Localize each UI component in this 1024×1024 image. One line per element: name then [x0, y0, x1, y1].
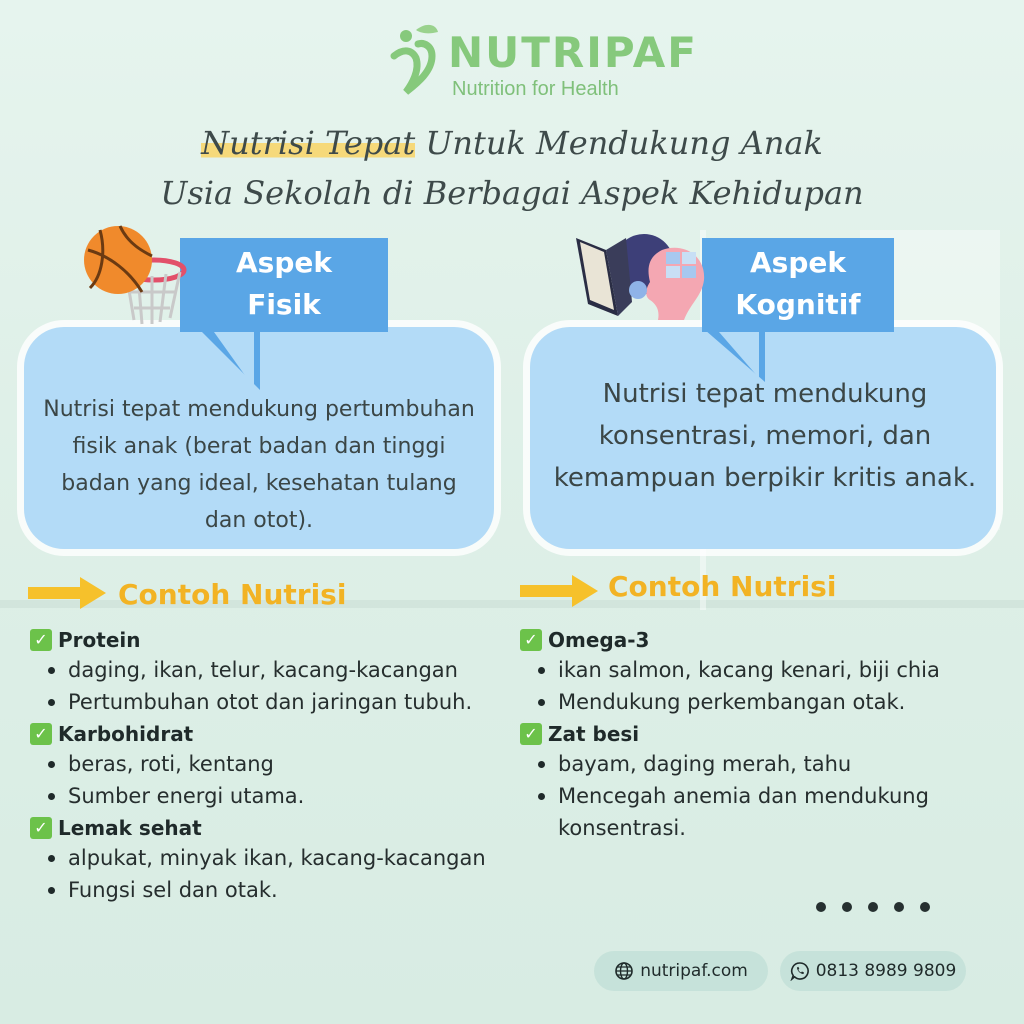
cognitive-pointer-inner	[719, 332, 759, 378]
globe-icon	[614, 961, 634, 981]
checkmark-icon: ✓	[30, 817, 52, 839]
list-item: Pertumbuhan otot dan jaringan tubuh.	[48, 686, 510, 718]
nutrient-heading	[520, 720, 1010, 748]
page-title	[0, 118, 1024, 218]
arrow-right-icon	[520, 573, 600, 609]
checkmark-icon: ✓	[520, 629, 542, 651]
nutrient-name: Omega-3	[548, 628, 650, 652]
title-line1: Untuk Mendukung Anak	[415, 124, 823, 162]
cognitive-aspect-label	[702, 238, 894, 332]
website-link[interactable]	[594, 951, 768, 991]
physical-nutrient-list	[30, 624, 510, 906]
aspect-label-line2: Fisik	[247, 288, 321, 321]
aspect-label-line1: Aspek	[236, 246, 332, 279]
brand-tagline: Nutrition for Health	[452, 78, 619, 100]
brand-name: NUTRIPAF	[448, 28, 698, 77]
nutrient-name: Karbohidrat	[58, 722, 194, 746]
checkmark-icon: ✓	[520, 723, 542, 745]
basketball-icon	[80, 222, 192, 334]
physical-nutrition-heading: Contoh Nutrisi	[118, 578, 347, 611]
nutrient-heading	[30, 720, 510, 748]
list-item: alpukat, minyak ikan, kacang-kacangan	[48, 842, 510, 874]
nutrient-name: Zat besi	[548, 722, 640, 746]
whatsapp-link[interactable]	[780, 951, 966, 991]
list-item: beras, roti, kentang	[48, 748, 510, 780]
aspect-label-line2: Kognitif	[735, 288, 861, 321]
nutrient-heading	[520, 626, 1010, 654]
checkmark-icon: ✓	[30, 723, 52, 745]
phone-text: 0813 8989 9809	[815, 961, 957, 981]
physical-aspect-label	[180, 238, 388, 332]
dot	[842, 902, 852, 912]
dot	[868, 902, 878, 912]
leaf-person-icon	[386, 22, 450, 98]
cognitive-nutrition-heading: Contoh Nutrisi	[608, 570, 837, 603]
brain-book-icon	[566, 230, 716, 326]
list-item: Fungsi sel dan otak.	[48, 874, 510, 906]
cognitive-description: Nutrisi tepat mendukung konsentrasi, memori, dan kemampuan berpikir kritis anak.	[553, 379, 977, 493]
checkmark-icon: ✓	[30, 629, 52, 651]
list-item: ikan salmon, kacang kenari, biji chia	[538, 654, 1010, 686]
list-item: daging, ikan, telur, kacang-kacangan	[48, 654, 510, 686]
dot	[816, 902, 826, 912]
list-item: Mendukung perkembangan otak.	[538, 686, 1010, 718]
list-item: bayam, daging merah, tahu	[538, 748, 1010, 780]
brand-logo	[386, 22, 698, 102]
pagination-dots	[816, 902, 930, 912]
title-line2: Usia Sekolah di Berbagai Aspek Kehidupan	[160, 174, 864, 212]
nutrient-heading	[30, 814, 510, 842]
nutrient-heading	[30, 626, 510, 654]
physical-description: Nutrisi tepat mendukung pertumbuhan fisik anak (berat badan dan tinggi badan yang ideal, kesehatan tulang dan otot).	[43, 397, 475, 533]
cognitive-nutrient-list	[520, 624, 1010, 844]
list-item: Sumber energi utama.	[48, 780, 510, 812]
aspect-label-line1: Aspek	[750, 246, 846, 279]
dot	[920, 902, 930, 912]
nutrient-name: Protein	[58, 628, 141, 652]
whatsapp-icon	[790, 961, 810, 981]
title-highlight: Nutrisi Tepat	[201, 124, 416, 162]
physical-pointer-inner	[214, 332, 254, 388]
nutrient-name: Lemak sehat	[58, 816, 202, 840]
website-text: nutripaf.com	[640, 961, 748, 981]
dot	[894, 902, 904, 912]
arrow-right-icon	[28, 575, 108, 611]
list-item: Mencegah anemia dan mendukung konsentrasi.	[538, 780, 1010, 844]
